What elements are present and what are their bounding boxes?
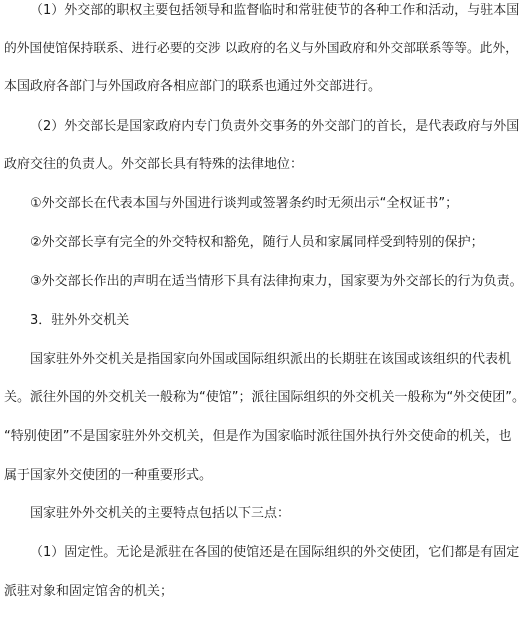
list-item: ③外交部长作出的声明在适当情形下具有法律拘束力，国家要为外交部长的行为负责。 [30,274,523,289]
paragraph-line: 国家驻外外交机关是指国家向外国或国际组织派出的长期驻在该国或该组织的代表机 [30,352,512,367]
paragraph-line: “特别使团”不是国家驻外外交机关，但是作为国家临时派往国外执行外交使命的机关，也 [4,429,512,444]
paragraph-line: 关。派往外国的外交机关一般称为“使馆”；派往国际组织的外交机关一般称为“外交使团”。 [4,390,525,405]
paragraph-line: 派驻对象和固定馆舍的机关； [4,584,174,599]
list-item: ①外交部长在代表本国与外国进行谈判或签署条约时无须出示“全权证书”； [30,196,459,211]
paragraph-line: 国家驻外外交机关的主要特点包括以下三点： [30,506,291,521]
list-item: ②外交部长享有完全的外交特权和豁免，随行人员和家属同样受到特别的保护； [30,235,484,250]
paragraph-line: 政府交往的负责人。外交部长具有特殊的法律地位： [4,157,304,172]
paragraph-line: 的外国使馆保持联系、进行必要的交涉 以政府的名义与外国政府和外交部联系等等。此外， [4,41,519,56]
paragraph-line: 本国政府各部门与外国政府各相应部门的联系也通过外交部进行。 [4,79,382,94]
paragraph-line: （2）外交部长是国家政府内专门负责外交事务的外交部门的首长，是代表政府与外国 [30,119,520,134]
paragraph-line: 属于国家外交使团的一种重要形式。 [4,468,213,483]
paragraph-line: （1）外交部的职权主要包括领导和监督临时和常驻使节的各种工作和活动，与驻本国 [30,3,520,18]
paragraph-line: （1）固定性。无论是派驻在各国的使馆还是在国际组织的外交使团，它们都是有固定 [30,545,520,560]
section-heading: 3．驻外外交机关 [30,313,130,328]
